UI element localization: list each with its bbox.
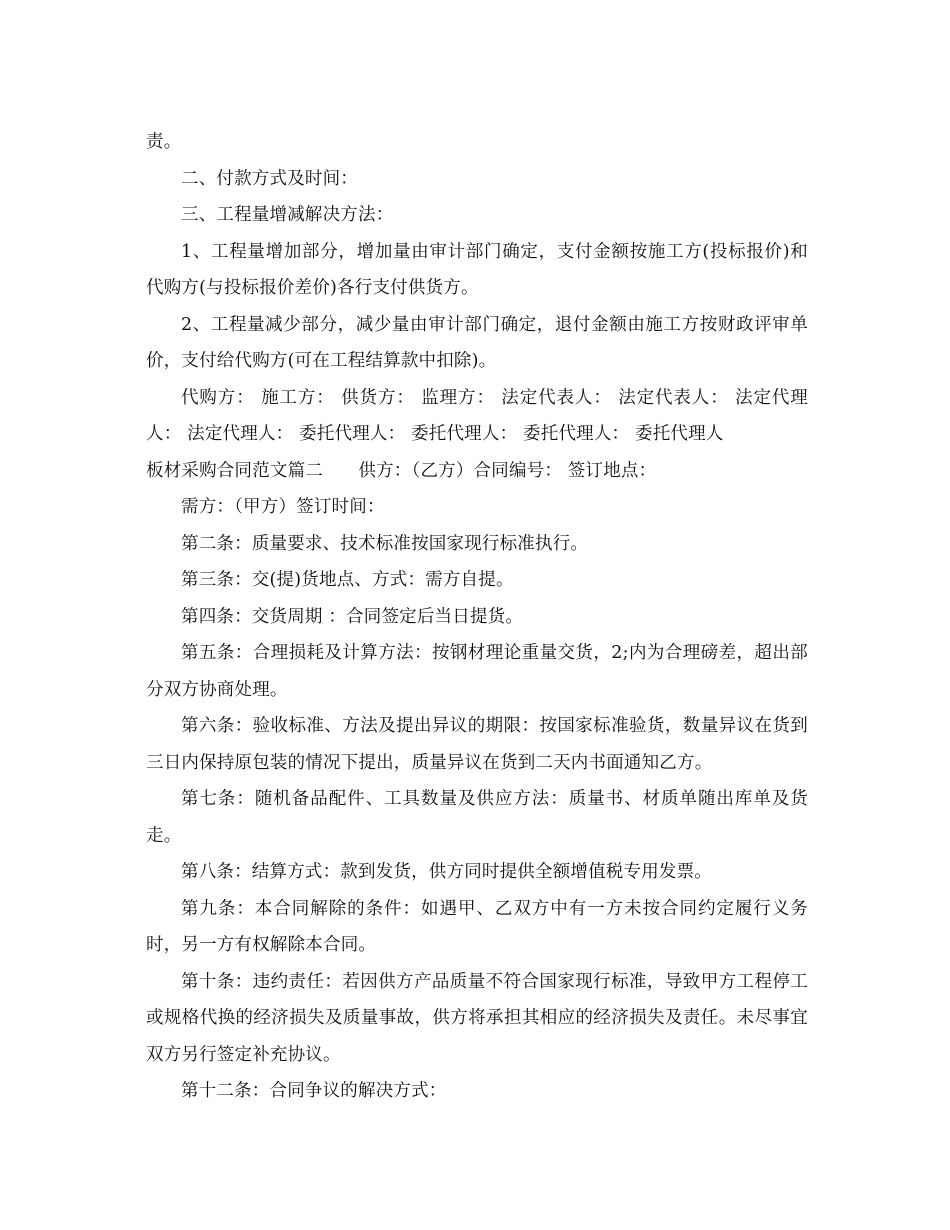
paragraph: 第十条：违约责任：若因供方产品质量不符合国家现行标准，导致甲方工程停工或规格代换的经济损失及质量事故，供方将承担其相应的经济损失及责任。未尽事宜双方另行签定补充协议。 [146, 971, 808, 1065]
paragraph: 第五条：合理损耗及计算方法：按钢材理论重量交货，2;内为合理磅差，超出部分双方协商处理。 [146, 643, 808, 700]
paragraph: 第七条：随机备品配件、工具数量及供应方法：质量书、材质单随出库单及货走。 [146, 789, 808, 846]
paragraph: 第八条：结算方式：款到发货，供方同时提供全额增值税专用发票。 [181, 862, 712, 882]
paragraph: 责。 [146, 132, 182, 152]
paragraph: 代购方： 施工方： 供货方： 监理方： 法定代表人： 法定代表人： 法定代理人： 法定代理人： 委托代理人： 委托代理人： 委托代理人： 委托代理人 [146, 387, 808, 444]
paragraph: 需方：（甲方）签订时间： [181, 497, 385, 517]
paragraph: 第九条：本合同解除的条件：如遇甲、乙双方中有一方未按合同约定履行义务时，另一方有权解除本合同。 [146, 898, 808, 955]
paragraph: 二、付款方式及时间： [181, 168, 358, 189]
paragraph: 第四条：交货周期 ：合同签定后当日提货。 [181, 606, 524, 627]
paragraph: 第六条：验收标准、方法及提出异议的期限：按国家标准验货，数量异议在货到三日内保持原包装的情况下提出，质量异议在货到二天内书面通知乙方。 [146, 716, 808, 773]
paragraph: 第十二条：合同争议的解决方式： [181, 1081, 447, 1101]
paragraph: 第二条：质量要求、技术标准按国家现行标准执行。 [181, 533, 589, 554]
paragraph: 1、工程量增加部分，增加量由审计部门确定，支付金额按施工方(投标报价)和代购方(与投标报价差价)各行支付供货方。 [146, 241, 808, 298]
paragraph: 2、工程量减少部分，减少量由审计部门确定，退付金额由施工方按财政评审单价，支付给代购方(可在工程结算款中扣除)。 [146, 314, 808, 371]
document-body [146, 124, 808, 1110]
paragraph: 第三条：交(提)货地点、方式：需方自提。 [181, 570, 514, 590]
paragraph: 板材采购合同范文篇二 供方：（乙方）合同编号： 签订地点： [146, 460, 657, 481]
paragraph: 三、工程量增减解决方法： [181, 205, 394, 225]
